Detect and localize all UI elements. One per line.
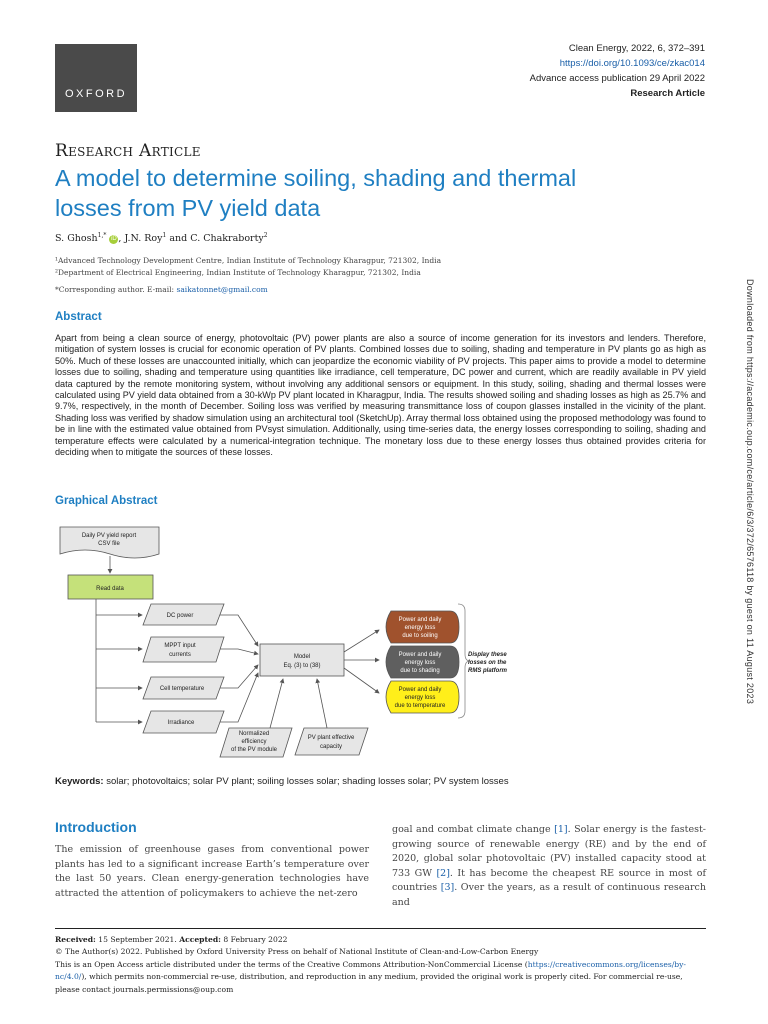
article-title [55,163,675,223]
o1-label-2: energy loss [404,625,436,631]
author-sup: 1 [162,232,167,239]
o1-label-3: due to soiling [402,633,438,639]
journal-citation: Clean Energy, 2022, 6, 372–391 [568,43,705,54]
irradiance-label: Irradiance [167,720,195,726]
author-name[interactable]: , J.N. Roy [118,233,163,245]
csv-label-2: CSV file [98,541,120,547]
dates-line [55,934,706,946]
plant-capacity-node [295,728,368,755]
o3-label-3: due to temperature [394,703,446,709]
received-label: Received: [55,935,96,944]
corresponding-author [55,284,268,296]
mppt-label-2: currents [169,652,191,658]
arrow [344,630,379,652]
citation-link[interactable]: [1] [554,824,568,835]
cap-label-2: capacity [319,744,343,750]
graphical-abstract-heading: Graphical Abstract [55,495,158,507]
intro-text: goal and combat climate change [392,824,555,835]
o3-label-2: energy loss [404,695,436,701]
intro-text: . It has become the cheapest RE source in most of countries [392,867,706,894]
model-label-1: Model [293,654,311,660]
arrow [220,673,258,722]
journal-header [530,41,705,101]
license-text [55,959,706,996]
arrow [220,615,258,646]
arrow [317,679,327,728]
o2-label-2: energy loss [404,660,436,666]
advance-access: Advance access publication 29 April 2022 [529,73,705,84]
citation-link[interactable]: [3] [440,882,455,894]
arrow [220,649,258,654]
introduction-heading: Introduction [55,819,137,835]
abstract-text: Apart from being a clean source of energy, photovoltaic (PV) power plants are also a source of income generation for its investors and lenders. Therefore, mitigation of system losses is crucial for economic operation of PV plants. Combined losses due to soiling, shading and temperature in PV plants go as high as 50%. Much of these losses are unaccounted initially, which can jeopardize the economic viability of PV projects. This paper aims to provide a model to determine losses due to soiling, shading and temperature using quantities like irradiance, cell temperature, DC power and current, which are readily available in PV yield data captured by the remote monitoring system, without involving any additional sensors or equipment. In this study, soiling, shading and thermal losses were calculated using PV yield data obtained from a 30-kWp PV plant located in Kharagpur, India. The results showed soiling and shading losses as high as 25.7% and 9.7%, respectively, in the month of December. Soiling loss was verified by measuring transmittance loss of coupon glasses installed in the vicinity of the plant. Shading loss was verified by shadow simulation using an architectural tool (SketchUp). Array thermal loss obtained using the proposed methodology was found to be in line with the estimated value obtained from PVsyst simulation. Additionally, using time-series data, the energy losses corresponding to soiling, shading and temperature effects were calculated by a numerical-integration technique. The monetary loss due to these energy losses thus obtained provides criteria for deciding when to mitigate the sources of these losses. [55,333,706,458]
logo-text: OXFORD [64,88,128,100]
article-kicker: Research Article [55,141,201,161]
o2-label-3: due to shading [400,668,440,674]
title-line-2: losses from PV yield data [55,195,321,221]
csv-label-1: Daily PV yield report [81,533,137,539]
o2-label-1: Power and daily [398,652,442,658]
model-label-2: Eq. (3) to (38) [283,663,321,669]
dc-power-label: DC power [166,613,194,619]
norm-label-2: efficiency [241,739,267,745]
license-part: ), which permits non-commercial re-use, distribution, and reproduction in any medium, provided the original work is properly cited. For commercial re-use, please contact journals.permissions@oup.com [55,972,683,994]
mppt-label-1: MPPT input [164,643,196,649]
author-sup: 1,* [97,232,107,239]
footer-divider [55,928,706,929]
display-label-2: losses on the [468,660,507,666]
oxford-logo [55,44,137,112]
intro-text: . Solar energy is the fastest-growing source of renewable energy (RE) and by the end of 2020, global solar photovoltaic (PV) installed capacity stood at 733 GW [392,824,707,879]
author-list [55,232,268,244]
model-node [260,644,344,676]
display-label-3: RMS platform [468,668,507,674]
copyright-line: © The Author(s) 2022. Published by Oxford University Press on behalf of National Institute of Clean-and-Low-Carbon Energy [55,947,539,957]
norm-label-3: of the PV module [230,747,278,753]
abstract-heading: Abstract [55,311,102,323]
intro-text: . Over the years, as a result of continuous research and [392,882,706,908]
footer-notes [55,934,706,996]
intro-right-column [392,823,706,911]
read-data-label: Read data [96,586,124,592]
license-part: This is an Open Access article distributed under the terms of the Creative Commons Attribution-NonCommercial License ( [55,959,528,969]
keywords-text: solar; photovoltaics; solar PV plant; soiling losses solar; shading losses solar; PV system losses [103,776,509,787]
author-sup: 2 [263,232,268,239]
keywords [55,776,509,787]
accepted-label: Accepted: [179,935,221,944]
cap-label-1: PV plant effective [307,735,355,741]
intro-left-column: The emission of greenhouse gases from conventional power plants has led to a significant increase Earth’s temperature over the last 50 years. Clean energy-generation technologies have attracted the attention of policymakers to achieve the net-zero [55,844,369,899]
affiliation-2: ²Department of Electrical Engineering, Indian Institute of Technology Kharagpur, 721302, India [55,268,421,277]
affiliation-1: ¹Advanced Technology Development Centre, Indian Institute of Technology Kharagpur, 721302, India [55,256,442,265]
display-label-1: Display these [468,652,507,658]
doi-link[interactable]: https://doi.org/10.1093/ce/zkac014 [559,58,705,69]
download-note: Downloaded from https://academic.oup.com/ce/article/6/3/372/6576118 by guest on 11 August 2023 [745,279,755,705]
arrow [220,665,258,688]
email-link[interactable]: saikatonnet@gmail.com [176,285,268,294]
license-link[interactable]: https://creativecommons.org/licenses/by-nc/4.0/ [55,959,686,982]
keywords-label: Keywords: [55,776,104,787]
citation-link[interactable]: [2] [436,867,450,879]
author-name[interactable]: S. Ghosh [55,233,98,245]
o1-label-1: Power and daily [398,617,442,623]
author-name[interactable]: and C. Chakraborty [166,233,264,245]
title-line-1: A model to determine soiling, shading and thermal [55,165,577,191]
norm-label-1: Normalized [238,731,270,737]
cell-temperature-label: Cell temperature [159,686,205,692]
accepted-date: 8 February 2022 [220,935,288,944]
graphical-abstract-diagram [55,518,525,760]
corr-label: *Corresponding author. E-mail: [55,285,177,294]
article-type: Research Article [630,88,705,99]
mppt-node [143,637,224,662]
o3-label-1: Power and daily [398,687,442,693]
received-date: 15 September 2021. [95,935,180,944]
arrow [270,679,283,728]
arrow [344,668,379,693]
orcid-icon[interactable]: iD [111,236,117,243]
